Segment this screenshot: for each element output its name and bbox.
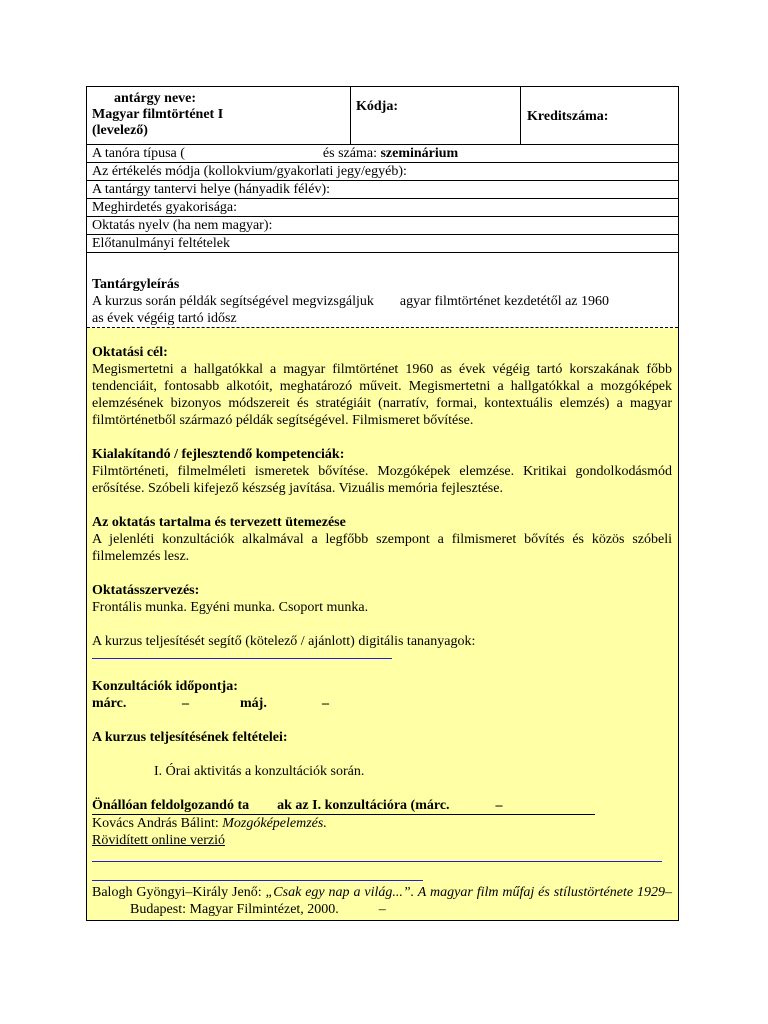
description-line1a: A kurzus során példák segítségével megvizsgáljuk xyxy=(92,294,374,309)
course-name-value: Magyar filmtörténet I xyxy=(92,107,224,122)
digital-materials-link[interactable] xyxy=(92,650,392,659)
goal-text: Megismertetni a hallgatókkal a magyar filmtörténet 1960 as évek végéig tartó korszakának főbb tendenciáit, fontosabb alkotóit, meghatározó műveit. Megismertetni a hallgatókkal a mozgóképek elemzésének bizonyos módszereit és stratégiáit (narratív, formai, kontextuális elemzés) a magyar filmtörténetből származó példák segítségével. Filmismeret bővítése. xyxy=(92,362,672,428)
reference-2-title: „Csak egy nap a világ...”. A magyar film műfaj és stílustörténete 1929– xyxy=(265,885,672,900)
selfstudy-dash: – xyxy=(495,798,503,813)
count-label: és száma: xyxy=(322,146,381,161)
course-name-mode: (levelező) xyxy=(92,123,148,138)
reference-2-dash: – xyxy=(378,902,386,917)
reference-2-author: Balogh Gyöngyi–Király Jenő: xyxy=(92,885,266,900)
header-row xyxy=(87,87,678,145)
organization-title: Oktatásszervezés: xyxy=(92,583,200,598)
consultation-dash-1: – xyxy=(182,696,189,711)
course-sheet xyxy=(86,86,679,921)
selfstudy-title-b: ak az I. konzultációra (márc. xyxy=(277,798,450,813)
conditions-item: I. Órai aktivitás a konzultációk során. xyxy=(154,764,365,779)
consultation-march: márc. xyxy=(92,696,127,711)
selfstudy-title-a: Önállóan feldolgozandó ta xyxy=(92,798,250,813)
prerequisites-row: Előtanulmányi feltételek xyxy=(87,235,678,253)
consultation-dates xyxy=(92,695,672,712)
reference-2 xyxy=(92,884,672,918)
course-name-label: antárgy neve: xyxy=(114,91,197,106)
description-line1 xyxy=(92,293,673,310)
consultation-may: máj. xyxy=(240,696,267,711)
reference-2-publisher: Budapest: Magyar Filmintézet, 2000. xyxy=(130,902,339,917)
place-row: A tantárgy tantervi helye (hányadik félév): xyxy=(87,181,678,199)
conditions-title: A kurzus teljesítésének feltételei: xyxy=(92,730,288,745)
reference-1-author: Kovács András Bálint: xyxy=(92,816,223,831)
details-section xyxy=(87,328,678,920)
code-label: Kódja: xyxy=(356,99,398,114)
frequency-row: Meghirdetés gyakorisága: xyxy=(87,199,678,217)
consultation-title: Konzultációk időpontja: xyxy=(92,679,238,694)
reference-1-online-link[interactable]: Rövidített online verzió xyxy=(92,833,225,848)
selfstudy-title xyxy=(92,797,595,815)
content-title: Az oktatás tartalma és tervezett ütemezése xyxy=(92,515,346,530)
credit-label: Kreditszáma: xyxy=(527,109,609,124)
goal-title: Oktatási cél: xyxy=(92,345,168,360)
type-label: A tanóra típusa ( xyxy=(92,146,185,161)
type-row xyxy=(87,145,678,163)
organization-text: Frontális munka. Egyéni munka. Csoport munka. xyxy=(92,600,369,615)
description-line2: as évek végéig tartó idősz xyxy=(92,311,237,326)
content-text: A jelenléti konzultációk alkalmával a legfőbb szempont a filmismeret bővítés és közös szóbeli filmelemzés lesz. xyxy=(92,532,672,564)
description-line1b: agyar filmtörténet kezdetétől az 1960 xyxy=(399,294,610,309)
count-value: szeminárium xyxy=(380,146,459,161)
evaluation-row: Az értékelés módja (kollokvium/gyakorlati jegy/egyéb): xyxy=(87,163,678,181)
language-row: Oktatás nyelv (ha nem magyar): xyxy=(87,217,678,235)
course-name-cell xyxy=(87,87,351,144)
competence-text: Filmtörténeti, filmelméleti ismeretek bővítése. Mozgóképek elemzése. Kritikai gondolkodásmód erősítése. Szóbeli kifejező készség javítása. Vizuális memória fejlesztése. xyxy=(92,464,672,496)
reference-1 xyxy=(92,815,672,832)
description-section xyxy=(87,253,678,328)
reference-1-url-link[interactable] xyxy=(92,849,662,862)
consultation-dash-2: – xyxy=(322,696,329,711)
credit-cell xyxy=(521,87,678,144)
reference-1-title: Mozgóképelemzés. xyxy=(222,816,327,831)
digital-materials-text: A kurzus teljesítését segítő (kötelező / ajánlott) digitális tananyagok: xyxy=(92,634,476,649)
competence-title: Kialakítandó / fejlesztendő kompetenciák: xyxy=(92,447,345,462)
code-cell xyxy=(351,87,521,144)
description-title: Tantárgyleírás xyxy=(92,277,180,292)
reference-2-url-link[interactable] xyxy=(92,862,423,881)
